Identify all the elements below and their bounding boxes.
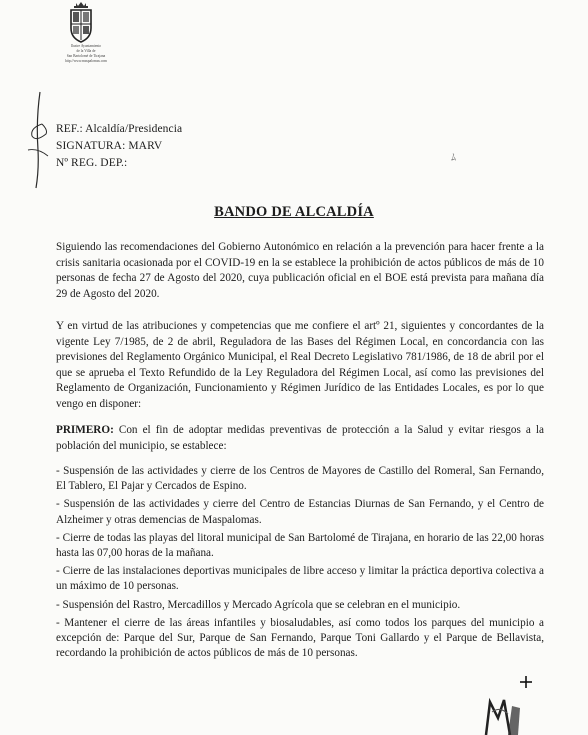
reference-block (56, 121, 182, 172)
list-item: - Mantener el cierre de las áreas infantiles y biosaludables, así como todos los parques del municipio a excepción de: Parque del Sur, Parque de San Fernando, Parque Toni Gallardo y el Parque de Bellavista, recordando la prohibición de actos públicos de más de 10 personas. (56, 616, 544, 660)
signatura-line: SIGNATURA: MARV (56, 140, 163, 152)
pen-tick-mark: ﾑ (451, 153, 456, 164)
crest-caption: Ilustre Ayuntamiento de la Villa de San Bartolomé de Tirajana http://www.maspalomas.com (65, 44, 107, 63)
list-item: - Cierre de las instalaciones deportivas municipales de libre acceso y limitar la práctica deportiva colectiva a un máximo de 10 personas. (56, 565, 544, 593)
primero-body: Con el fin de adoptar medidas preventivas de protección a la Salud y evitar riesgos a la población del municipio, se establece: (56, 424, 544, 452)
official-stamp-icon (482, 672, 538, 735)
ref-line: REF.: Alcaldía/Presidencia (56, 123, 183, 135)
reg-dep-line: Nº REG. DEP.: (56, 157, 128, 169)
document-title: BANDO DE ALCALDÍA (214, 204, 374, 220)
margin-signature-mark (18, 90, 56, 190)
coat-of-arms-icon (66, 2, 96, 44)
list-item: - Suspensión del Rastro, Mercadillos y Mercado Agrícola que se celebran en el municipio. (56, 598, 461, 611)
paragraph-legal-basis: Y en virtud de las atribuciones y competencias que me confiere el artº 21, siguientes y concordantes de la vigente Ley 7/1985, de 2 de abril, Reguladora de las Bases del Régimen Local, en concordancia con las previsiones del Reglamento Orgánico Municipal, el Real Decreto Legislativo 781/1986, de 18 de abril por el que se aprueba el Texto Refundido de la Ley Reguladora del Régimen Local, así como las previsiones del Reglamento de Organización, Funcionamiento y Régimen Jurídico de las Entidades Locales, es por lo que vengo en disponer: (56, 320, 544, 410)
primero-label: PRIMERO: (56, 424, 114, 436)
paragraph-primero (56, 423, 544, 454)
list-item: - Suspensión de las actividades y cierre de los Centros de Mayores de Castillo del Romeral, San Fernando, El Tablero, El Pajar y Cercados de Espino. (56, 465, 544, 493)
measures-list (56, 464, 544, 664)
list-item: - Cierre de todas las playas del litoral municipal de San Bartolomé de Tirajana, en horario de las 22,00 horas hasta las 07,00 horas de la mañana. (56, 531, 544, 560)
list-item: - Suspensión de las actividades y cierre del Centro de Estancias Diurnas de San Fernando, y el Centro de Alzheimer y otras demencias de Maspalomas. (56, 498, 544, 526)
paragraph-intro: Siguiendo las recomendaciones del Gobierno Autonómico en relación a la prevención para hacer frente a la crisis sanitaria ocasionada por el COVID-19 en la se establece la prohibición de actos públicos de más de 10 personas de fecha 27 de Agosto del 2020, cuya publicación oficial en el BOE está prevista para mañana día 29 de Agosto del 2020. (56, 241, 544, 300)
